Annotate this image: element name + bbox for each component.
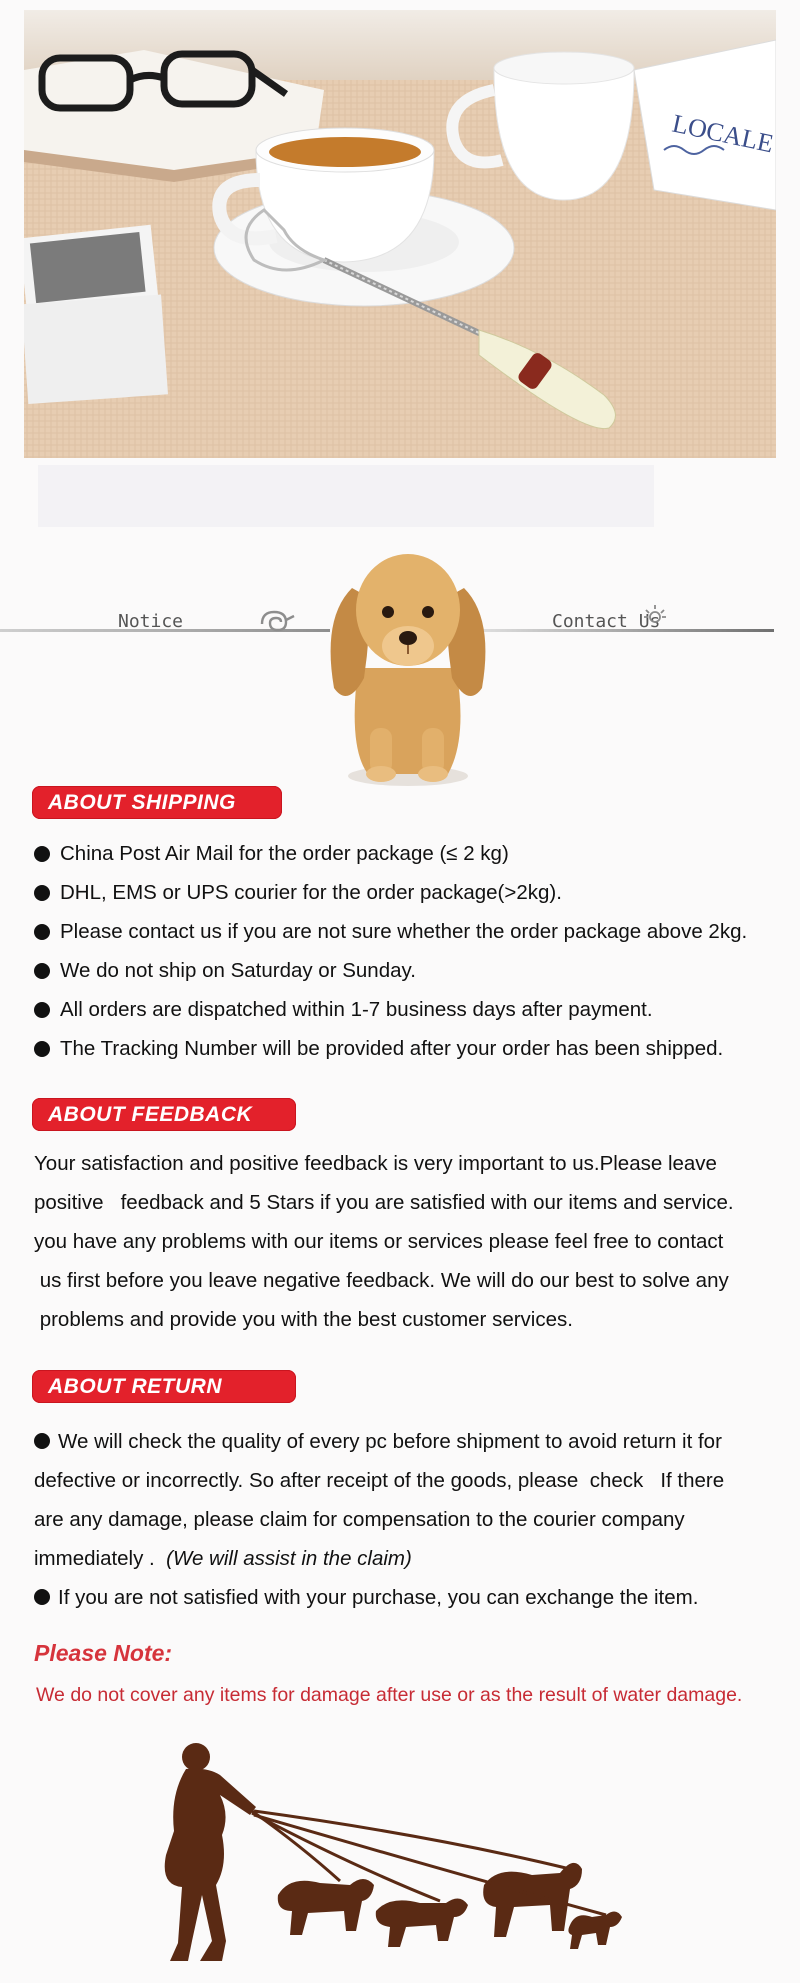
feedback-line: you have any problems with our items or services please feel free to contact [34,1230,724,1253]
return-line: immediately . (We will assist in the claim) [34,1547,412,1570]
bullet-icon [34,963,50,979]
list-item: All orders are dispatched within 1-7 business days after payment. [34,990,794,1029]
bullet-icon [34,885,50,901]
list-item: DHL, EMS or UPS courier for the order package(>2kg). [34,873,794,912]
list-item: Please contact us if you are not sure whether the order package above 2kg. [34,912,794,951]
return-line: If you are not satisfied with your purchase, you can exchange the item. [34,1578,794,1617]
return-line: We will check the quality of every pc before shipment to avoid return it for [34,1422,794,1461]
contact-us-link[interactable]: Contact Us [552,611,661,632]
list-item: The Tracking Number will be provided after your order has been shipped. [34,1029,794,1068]
about-return-badge: ABOUT RETURN [32,1370,296,1403]
dog-walker-silhouette [130,1735,630,1975]
about-feedback-badge: ABOUT FEEDBACK [32,1098,296,1131]
bullet-icon [34,924,50,940]
notice-link[interactable]: Notice [118,611,184,632]
return-line: are any damage, please claim for compensation to the courier company [34,1508,685,1531]
please-note-heading: Please Note: [34,1640,173,1666]
feedback-line: us first before you leave negative feedback. We will do our best to solve any [34,1269,729,1292]
bullet-icon [34,1433,50,1449]
feedback-line: Your satisfaction and positive feedback is very important to us.Please leave [34,1152,717,1175]
bullet-icon [34,1589,50,1605]
puppy-image [318,548,498,798]
please-note-text: We do not cover any items for damage after use or as the result of water damage. [36,1684,743,1706]
hero-illustration [24,10,776,458]
hero-photo [24,10,776,458]
mug-label: LOCALE [669,108,776,159]
caption-strip [38,465,654,527]
feedback-paragraph [34,1144,794,1339]
bullet-icon [34,1041,50,1057]
return-line: defective or incorrectly. So after receipt of the goods, please check If there [34,1469,725,1492]
bullet-icon [34,1002,50,1018]
feedback-line: positive feedback and 5 Stars if you are satisfied with our items and service. [34,1191,734,1214]
about-shipping-badge: ABOUT SHIPPING [32,786,282,819]
assist-claim-note: (We will assist in the claim) [166,1547,412,1570]
sun-icon [642,602,668,628]
shipping-list [34,834,794,1068]
return-paragraph [34,1422,794,1617]
list-item: We do not ship on Saturday or Sunday. [34,951,794,990]
feedback-line: problems and provide you with the best customer services. [34,1308,573,1331]
swirl-icon [256,606,296,634]
list-item: China Post Air Mail for the order package (≤ 2 kg) [34,834,794,873]
bullet-icon [34,846,50,862]
